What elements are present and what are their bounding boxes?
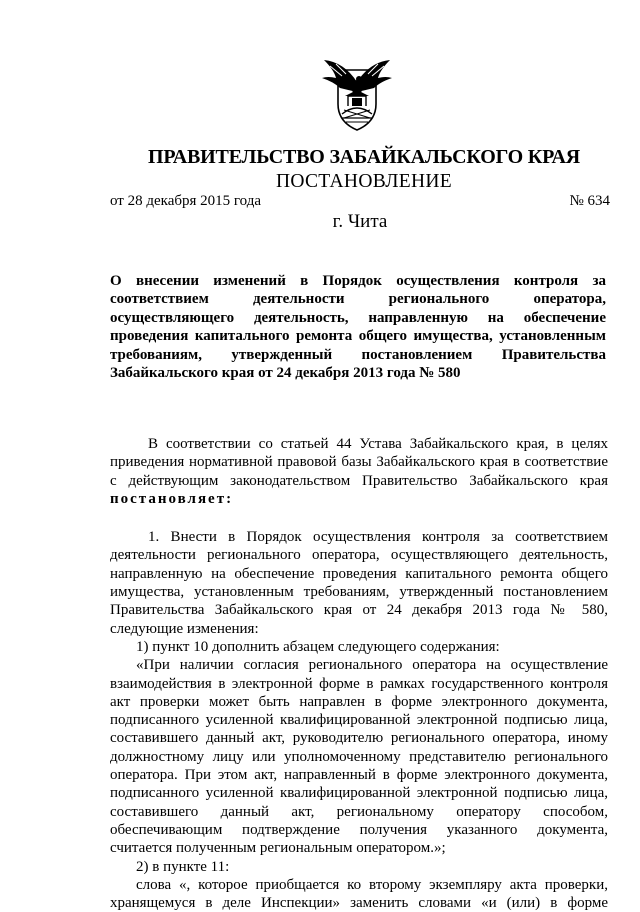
body-line: Правительства Забайкальского края от 24 декабря 2013 года № 580, (110, 602, 608, 619)
quote-line: оператора. При этом акт, направленный в форме электронного документа, (110, 767, 608, 784)
document-body (110, 435, 608, 912)
quote-line: должностному лицу или уполномоченному представителю регионального (110, 748, 608, 765)
coat-of-arms-icon (318, 52, 396, 132)
quote-line: составившего данный акт, руководителю регионального оператора, иному (110, 730, 608, 747)
heading-line: О внесении изменений в Порядок осуществления контроля за (110, 273, 606, 289)
heading-line: требованиям, утвержденный постановлением Правительства (110, 346, 606, 363)
body-line: деятельности регионального оператора, осуществляющего деятельность, (110, 547, 608, 564)
quote-line: взаимодействия в электронной форме в рамках государственного контроля (110, 675, 608, 692)
quote-line: считается полученным региональным оператором.»; (110, 840, 446, 857)
document-heading (110, 272, 606, 382)
body-line: направленную на обеспечение проведения капитального ремонта общего (110, 565, 608, 582)
quote-line: акт проверки может быть направлен в форме электронного документа, (110, 693, 608, 710)
body-line: слова «, которое приобщается ко второму экземпляру акта проверки, (136, 876, 608, 893)
quote-line: обеспечивающим подтверждение получения указанного документа, (110, 821, 608, 838)
document-number: № 634 (569, 193, 610, 209)
decree-colon: : (226, 490, 234, 507)
document-date: от 28 декабря 2015 года (110, 193, 262, 209)
sub-item-1: 1) пункт 10 дополнить абзацем следующего содержания: (136, 638, 500, 655)
quote-line: подписанного усиленной квалифицированной электронной подписью лица, (110, 712, 608, 729)
quote-line: «При наличии согласия регионального оператора на осуществление (136, 657, 608, 674)
body-line: В соответствии со статьей 44 Устава Забайкальского края, в целях (148, 436, 608, 452)
government-title: ПРАВИТЕЛЬСТВО ЗАБАЙКАЛЬСКОГО КРАЯ (147, 146, 581, 168)
body-line: хранящемуся в деле Инспекции» заменить словами «и (или) в форме (110, 895, 608, 912)
body-line: приведения нормативной правовой базы Забайкальского края в соответствие (110, 454, 608, 471)
body-line: с действующим законодательством Правительство Забайкальского края (110, 472, 608, 489)
paragraph-gap (110, 508, 608, 528)
heading-line: проведения капитального ремонта общего имущества, установленным (110, 328, 606, 345)
quote-line: подписанного усиленной квалифицированной электронной подписью лица, (110, 785, 608, 802)
heading-line: соответствием деятельности регионального оператора, (110, 291, 606, 308)
quote-line: составившего данный акт, региональному оператору способом, (110, 803, 608, 820)
body-line: 1. Внести в Порядок осуществления контроля за соответствием (148, 529, 608, 546)
sub-item-2: 2) в пункте 11: (136, 858, 230, 875)
body-line: следующие изменения: (110, 620, 259, 637)
document-city: г. Чита (332, 211, 388, 232)
document-type: ПОСТАНОВЛЕНИЕ (276, 171, 452, 192)
decree-line (110, 490, 608, 508)
body-line: имущества, установленным требованиям, утвержденный постановлением (110, 584, 608, 601)
decree-word: постановляет (110, 490, 227, 507)
heading-line: Забайкальского края от 24 декабря 2013 года № 580 (110, 365, 461, 382)
heading-line: осуществляющего деятельность, направленную на обеспечение (110, 309, 606, 326)
